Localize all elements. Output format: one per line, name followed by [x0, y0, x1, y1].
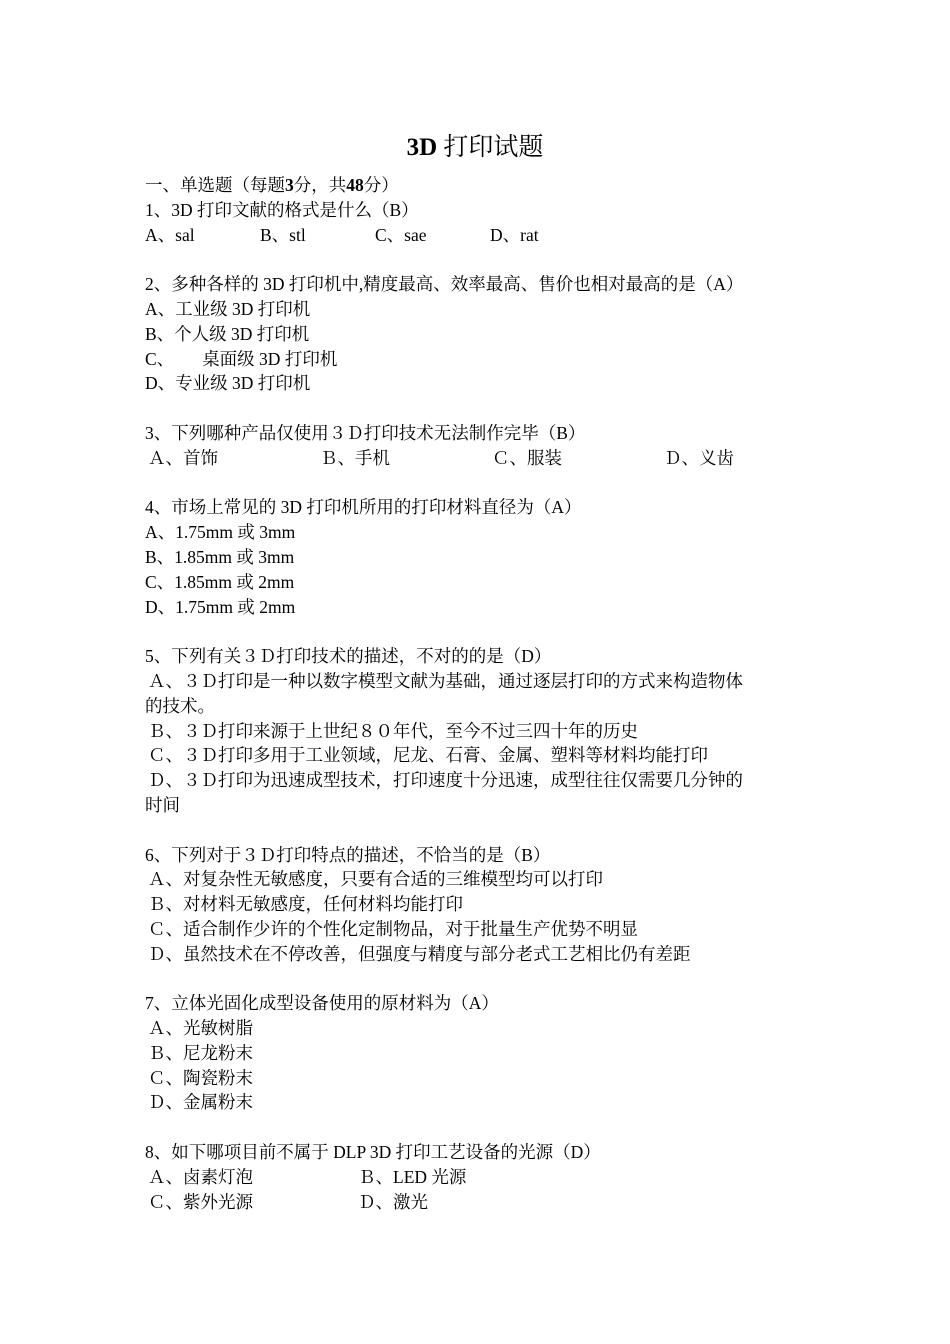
q5-option-a-line1: Ａ、３Ｄ打印是一种以数字模型文献为基础，通过逐层打印的方式来构造物体: [148, 670, 743, 691]
question-1-stem: 1、3D 打印文献的格式是什么（B）: [145, 199, 419, 220]
question-8-options-row1: [145, 1165, 815, 1190]
q1-option-c: C、sae: [375, 224, 427, 245]
title-text: 打印试题: [443, 134, 544, 161]
question-8-stem: 8、如下哪项目前不属于 DLP 3D 打印工艺设备的光源（D）: [145, 1142, 601, 1163]
q8-option-d: Ｄ、激光: [358, 1191, 428, 1212]
q5-option-d-line1: Ｄ、３Ｄ打印为迅速成型技术，打印速度十分迅速，成型往往仅需要几分钟的: [148, 770, 743, 791]
q7-option-a: Ａ、光敏树脂: [148, 1018, 253, 1039]
page-title: [0, 132, 950, 164]
q6-option-c: Ｃ、适合制作少许的个性化定制物品，对于批量生产优势不明显: [148, 918, 638, 939]
q3-option-b: Ｂ、手机: [320, 447, 390, 468]
question-7-stem: 7、立体光固化成型设备使用的原材料为（A）: [145, 993, 499, 1014]
question-3-options: [145, 446, 815, 471]
q4-option-d: D、1.75mm 或 2mm: [145, 596, 296, 617]
q4-option-c: C、1.85mm 或 2mm: [145, 571, 295, 592]
q2-option-d: D、专业级 3D 打印机: [145, 373, 311, 394]
q2-option-a: A、工业级 3D 打印机: [145, 298, 311, 319]
q4-option-b: B、1.85mm 或 3mm: [145, 546, 295, 567]
question-6-stem: 6、下列对于３Ｄ打印特点的描述，不恰当的是（B）: [145, 844, 551, 865]
exam-content: [145, 173, 815, 1214]
q5-option-c: Ｃ、３Ｄ打印多用于工业领域，尼龙、石膏、金属、塑料等材料均能打印: [148, 745, 708, 766]
q5-option-d-line2: 时间: [145, 794, 180, 815]
question-8-options-row2: [145, 1190, 815, 1215]
q5-option-b: Ｂ、３Ｄ打印来源于上世纪８０年代，至今不过三四十年的历史: [148, 720, 638, 741]
q7-option-b: Ｂ、尼龙粉末: [148, 1042, 253, 1063]
q1-option-a: A、sal: [145, 224, 195, 245]
title-bold: 3D: [406, 134, 438, 161]
q7-option-d: Ｄ、金属粉末: [148, 1092, 253, 1113]
question-2-stem: 2、多种各样的 3D 打印机中,精度最高、效率最高、售价也相对最高的是（A）: [145, 274, 744, 295]
section-heading: 一、单选题（每题3分，共48分）: [145, 175, 399, 195]
q5-option-a-line2: 的技术。: [145, 695, 215, 716]
question-3-stem: 3、下列哪种产品仅使用３Ｄ打印技术无法制作完毕（B）: [145, 422, 586, 443]
q1-option-b: B、stl: [260, 224, 306, 245]
question-5-stem: 5、下列有关３Ｄ打印技术的描述，不对的的是（D）: [145, 646, 552, 667]
q3-option-d: Ｄ、义齿: [664, 447, 734, 468]
q4-option-a: A、1.75mm 或 3mm: [145, 522, 296, 543]
q3-option-a: Ａ、首饰: [148, 447, 218, 468]
q8-option-c: Ｃ、紫外光源: [148, 1191, 253, 1212]
q8-option-a: Ａ、卤素灯泡: [148, 1166, 253, 1187]
q1-option-d: D、rat: [490, 224, 539, 245]
question-4-stem: 4、市场上常见的 3D 打印机所用的打印材料直径为（A）: [145, 497, 582, 518]
question-1-options: [145, 223, 815, 248]
q6-option-b: Ｂ、对材料无敏感度，任何材料均能打印: [148, 894, 463, 915]
q6-option-a: Ａ、对复杂性无敏感度，只要有合适的三维模型均可以打印: [148, 869, 603, 890]
q6-option-d: Ｄ、虽然技术在不停改善，但强度与精度与部分老式工艺相比仍有差距: [148, 943, 691, 964]
q2-option-b: B、个人级 3D 打印机: [145, 323, 310, 344]
q3-option-c: Ｃ、服装: [492, 447, 562, 468]
q8-option-b: Ｂ、LED 光源: [358, 1166, 467, 1187]
q2-option-c: C、 桌面级 3D 打印机: [145, 348, 338, 369]
q7-option-c: Ｃ、陶瓷粉末: [148, 1067, 253, 1088]
